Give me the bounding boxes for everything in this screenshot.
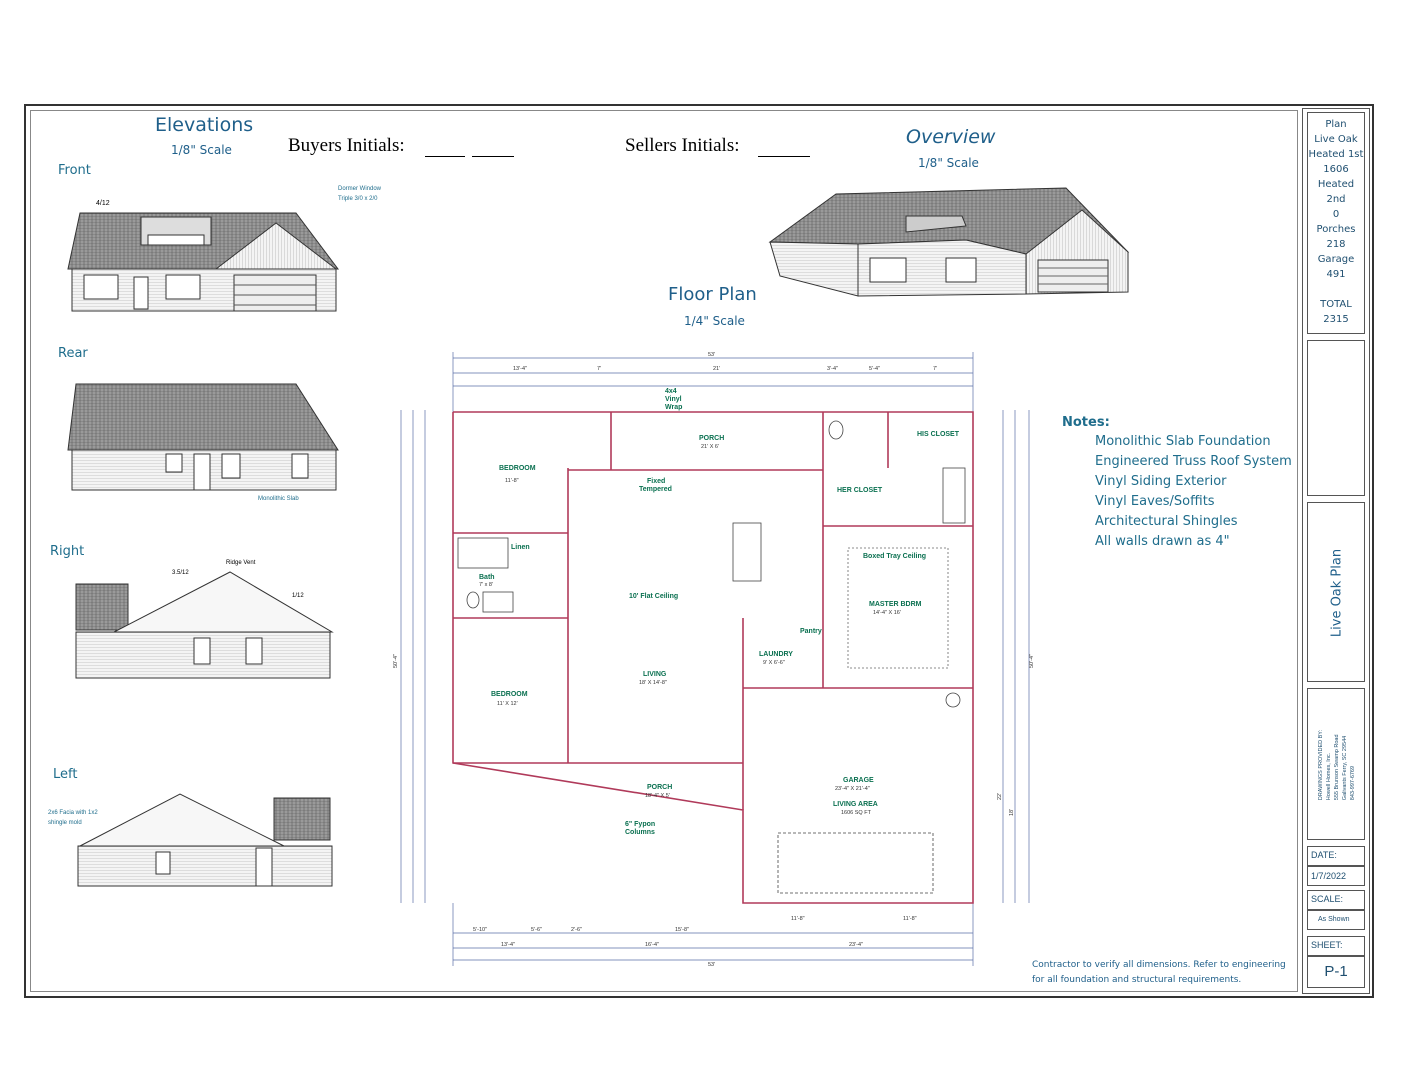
master-bdrm-size: 14'-4" X 16': [873, 610, 901, 616]
provider-box: [1307, 688, 1365, 840]
tb-porches-value: 218: [1326, 239, 1346, 250]
dim-bot-158: 15'-8": [675, 927, 690, 933]
sellers-initials-label: Sellers Initials:: [625, 135, 740, 156]
dim-bot-164: 16'-4": [645, 942, 660, 948]
bedroom-1-label: BEDROOM: [499, 465, 536, 472]
dormer-note-1: Dormer Window: [338, 186, 382, 192]
dim-overall-bottom: 53': [708, 962, 716, 968]
tb-heated-1st-value: 1606: [1323, 164, 1349, 175]
tb-total-label: TOTAL: [1320, 299, 1352, 310]
scale-label-box: [1307, 890, 1365, 910]
dim-bot-134: 13'-4": [501, 942, 516, 948]
overview-perspective-drawing: [766, 180, 1134, 300]
right-elevation-drawing: [74, 570, 336, 682]
rear-porch-size: 21' X 6': [701, 444, 720, 450]
laundry-size: 9' X 6'-6": [763, 660, 785, 666]
tb-plan-name: Live Oak: [1314, 134, 1358, 145]
bath-size: 7' x 8': [479, 582, 494, 588]
sheet-value-box: [1307, 956, 1365, 988]
buyers-initials-label: Buyers Initials:: [288, 135, 405, 156]
plan-name-box: [1307, 502, 1365, 682]
dim-bot-510: 5'-10": [473, 927, 488, 933]
scale-value: As Shown: [1318, 916, 1350, 923]
dim-right-22: 22': [997, 792, 1003, 800]
buyers-initials-line-1[interactable]: [425, 156, 465, 157]
note-item-3: Vinyl Siding Exterior: [1095, 474, 1227, 489]
plan-summary-box: [1307, 112, 1365, 334]
front-pitch: 4/12: [96, 200, 110, 207]
tb-plan-label: Plan: [1325, 119, 1347, 130]
elevations-title: Elevations: [155, 114, 254, 136]
sheet-label-box: [1307, 936, 1365, 956]
floor-plan-drawing: [393, 348, 1043, 970]
note-item-1: Monolithic Slab Foundation: [1095, 434, 1271, 449]
boxed-ceiling-label: Boxed Tray Ceiling: [863, 553, 927, 560]
her-closet-label: HER CLOSET: [837, 487, 883, 494]
bedroom-2-label: BEDROOM: [491, 691, 528, 698]
date-label: DATE:: [1311, 850, 1337, 860]
living-label: LIVING: [643, 671, 667, 678]
front-elevation-drawing: [66, 205, 341, 315]
dim-left-504: 50'-4": [393, 653, 399, 668]
tb-spacer: [1308, 282, 1364, 297]
left-elevation-drawing: [74, 790, 336, 890]
blank-box: [1307, 340, 1365, 496]
dim-bot-56: 5'-6": [531, 927, 542, 933]
vinyl-wrap-3: Wrap: [665, 404, 683, 411]
sheet-value: P-1: [1324, 963, 1348, 980]
master-bdrm-label: MASTER BDRM: [869, 601, 922, 608]
vertical-plan-name: Live Oak Plan: [1329, 548, 1345, 638]
right-pitch-main: 3.5/12: [172, 570, 189, 576]
scale-value-box: [1307, 910, 1365, 930]
dim-top-13: 13'-4": [513, 366, 528, 372]
left-note-2: shingle mold: [48, 820, 82, 826]
dim-top-34: 3'-4": [827, 366, 838, 372]
floor-plan-scale: 1/4" Scale: [684, 314, 745, 328]
provider-line-5: 843-997-6769: [1350, 765, 1356, 801]
dim-right-504: 50'-4": [1029, 653, 1035, 668]
tempered-label: Tempered: [639, 486, 672, 493]
front-porch-size: 18'-4" X 5': [645, 793, 670, 799]
columns-label-2: Columns: [625, 829, 655, 836]
living-area-label: LIVING AREA: [833, 801, 878, 808]
tb-heated-2nd-label: Heated 2nd: [1317, 179, 1355, 205]
front-porch-label: PORCH: [647, 784, 673, 791]
tb-heated-1st-label: Heated 1st: [1308, 149, 1364, 160]
right-pitch-side: 1/12: [292, 593, 304, 599]
date-value-box: [1307, 866, 1365, 886]
tb-total-value: 2315: [1323, 314, 1349, 325]
tb-porches-label: Porches: [1316, 224, 1356, 235]
ridge-vent-note: Ridge Vent: [226, 560, 256, 566]
dim-bot-26: 2'-6": [571, 927, 582, 933]
fixed-label: Fixed: [647, 478, 666, 485]
dim-top-21: 21': [713, 366, 721, 372]
living-area-sqft: 1606 SQ FT: [841, 810, 871, 816]
elevations-scale: 1/8" Scale: [171, 143, 232, 157]
notes-heading: Notes:: [1062, 415, 1110, 430]
left-note-1: 2x6 Facia with 1x2: [48, 810, 98, 816]
provider-line-1: DRAWINGS PROVIDED BY:: [1318, 729, 1324, 801]
dim-bot-118a: 11'-8": [791, 916, 805, 922]
contractor-note-line-1: Contractor to verify all dimensions. Refer to engineering: [1032, 960, 1286, 970]
rear-elevation-drawing: [66, 380, 341, 492]
dim-right-18: 18': [1009, 808, 1015, 816]
linen-label: Linen: [511, 544, 530, 551]
sellers-initials-line[interactable]: [758, 156, 810, 157]
rear-porch-label: PORCH: [699, 435, 725, 442]
date-label-box: [1307, 846, 1365, 866]
provider-line-3: 555 Brunson Swamp Road: [1334, 734, 1340, 801]
note-item-4: Vinyl Eaves/Soffits: [1095, 494, 1215, 509]
vinyl-wrap-1: 4x4: [665, 388, 677, 395]
dim-bot-234: 23'-4": [849, 942, 864, 948]
bedroom-1-size: 11'-8": [505, 478, 519, 484]
left-elevation-label: Left: [53, 767, 78, 782]
tb-heated-2nd-value: 0: [1332, 209, 1340, 220]
dim-top-7: 7': [597, 366, 602, 372]
rear-slab-note: Monolithic Slab: [258, 496, 299, 502]
dim-top-7b: 7': [933, 366, 938, 372]
scale-label: SCALE:: [1311, 894, 1344, 904]
right-elevation-label: Right: [50, 544, 85, 559]
garage-size: 23'-4" X 21'-4": [835, 786, 870, 792]
tb-garage-value: 491: [1326, 269, 1346, 280]
dormer-note-2: Triple 3/0 x 2/0: [338, 196, 378, 202]
note-item-5: Architectural Shingles: [1095, 514, 1238, 529]
vinyl-wrap-2: Vinyl: [665, 396, 682, 403]
tb-garage-label: Garage: [1317, 254, 1355, 265]
living-size: 18' X 14'-8": [639, 680, 667, 686]
pantry-label: Pantry: [800, 628, 822, 635]
laundry-label: LAUNDRY: [759, 651, 793, 658]
dim-overall-top: 53': [708, 352, 716, 358]
garage-label: GARAGE: [843, 777, 874, 784]
front-elevation-label: Front: [58, 163, 91, 178]
flat-ceiling-label: 10' Flat Ceiling: [629, 593, 679, 600]
sheet-label: SHEET:: [1311, 940, 1343, 950]
rear-elevation-label: Rear: [58, 346, 88, 361]
columns-label-1: 6" Fypon: [625, 821, 656, 828]
contractor-note-line-2: for all foundation and structural requirements.: [1032, 975, 1242, 985]
overview-scale: 1/8" Scale: [918, 156, 979, 170]
note-item-2: Engineered Truss Roof System: [1095, 454, 1292, 469]
bedroom-2-size: 11' X 12': [497, 701, 518, 707]
date-value: 1/7/2022: [1311, 871, 1347, 881]
provider-line-2: Howell Homes, Inc.: [1326, 752, 1332, 801]
his-closet-label: HIS CLOSET: [917, 431, 960, 438]
overview-title: Overview: [906, 126, 996, 148]
dim-top-54: 5'-4": [869, 366, 880, 372]
floor-plan-title: Floor Plan: [668, 284, 757, 305]
note-item-6: All walls drawn as 4": [1095, 534, 1230, 549]
dim-bot-118b: 11'-8": [903, 916, 917, 922]
bath-label: Bath: [479, 574, 495, 581]
buyers-initials-line-2[interactable]: [472, 156, 514, 157]
provider-line-4: Galivants Ferry, SC 29544: [1342, 735, 1348, 801]
